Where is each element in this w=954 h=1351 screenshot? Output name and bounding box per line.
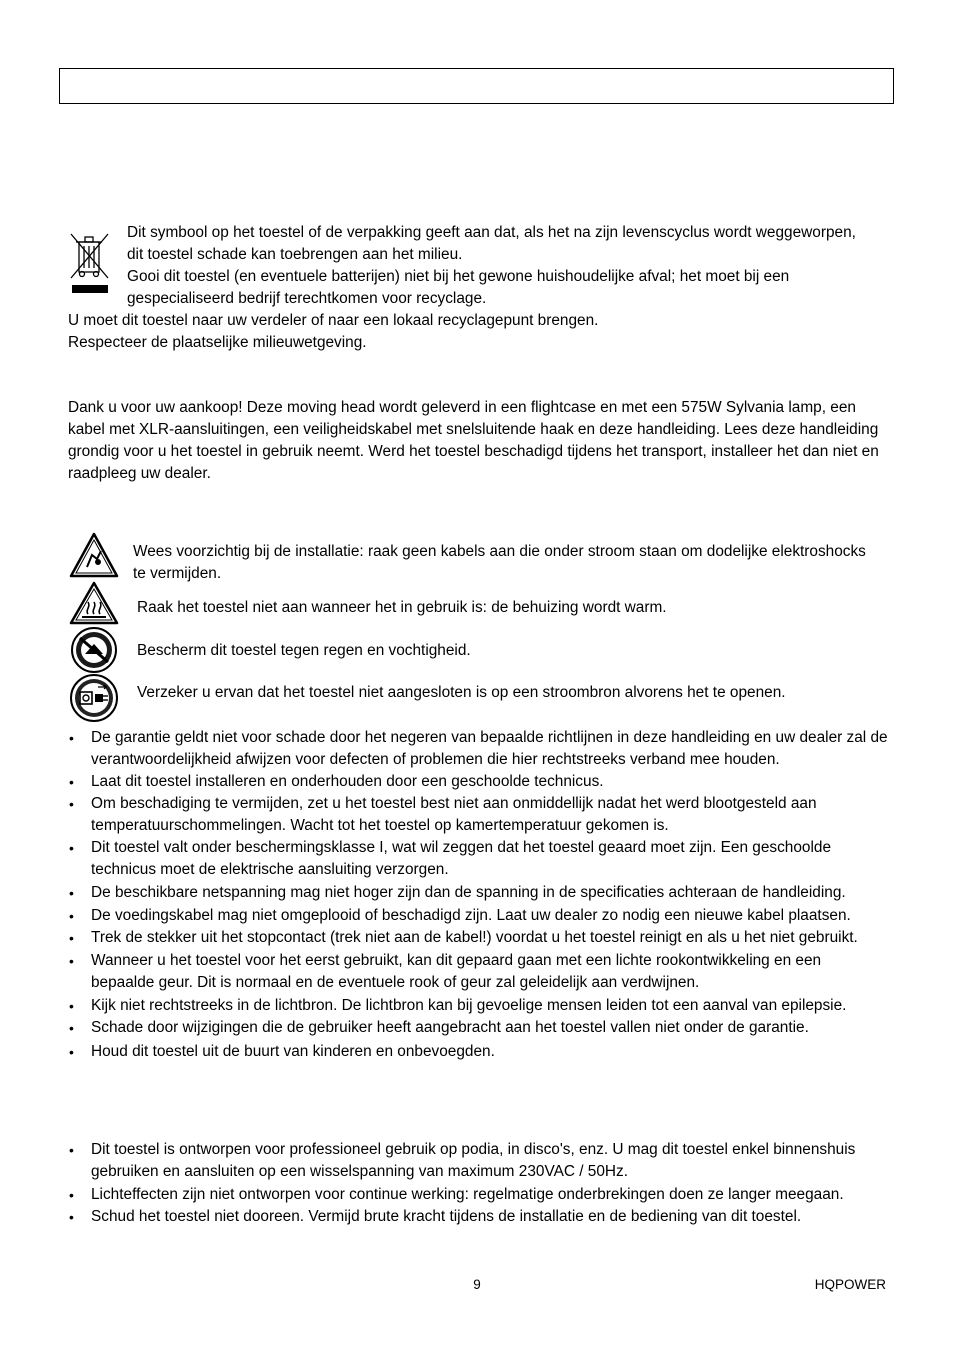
intro-paragraph: Dank u voor uw aankoop! Deze moving head wordt geleverd in een flightcase en met een 575W Sylvania lamp, een kabel met XLR-aansluitingen, een veiligheidskabel met snelsluitende haak en deze handleiding. Lees deze handleiding grondig voor u het toestel in gebruik neemt. Werd het toestel beschadigd tijdens het transport, installeer het dan niet en raadpleeg uw dealer. [68,399,879,482]
environment-line-6: Respecteer de plaatselijke milieuwetgeving. [68,334,367,351]
warning-unplug: Verzeker u ervan dat het toestel niet aangesloten is op een stroombron alvorens het te openen. [137,684,786,701]
list-item: • Schade door wijzigingen die de gebruiker heeft aangebracht aan het toestel vallen niet onder de garantie. [68,1017,888,1039]
environment-line-1: Dit symbool op het toestel of de verpakking geeft aan dat, als het na zijn levenscyclus wordt weggeworpen, [127,224,856,241]
hot-surface-warning-icon [68,580,120,626]
unplug-before-opening-icon [68,673,120,723]
list-item: • Wanneer u het toestel voor het eerst gebruikt, kan dit gepaard gaan met een lichte rookontwikkeling en een bepaalde geur. Dit is normaal en de eventuele rook of geur zal geleidelijk aan verdwijnen. [68,950,888,994]
list-item: • De beschikbare netspanning mag niet hoger zijn dan de spanning in de specificaties achteraan de handleiding. [68,882,888,904]
brand-name: HQPOWER [814,1277,886,1292]
list-item: • Laat dit toestel installeren en onderhouden door een geschoolde technicus. [68,771,888,793]
warning-moisture: Bescherm dit toestel tegen regen en vochtigheid. [137,642,471,659]
electric-shock-warning-icon [68,531,120,579]
warning-shock-line-2: te vermijden. [133,565,222,582]
warning-hot: Raak het toestel niet aan wanneer het in gebruik is: de behuizing wordt warm. [137,599,667,616]
list-item: • Om beschadiging te vermijden, zet u het toestel best niet aan onmiddellijk nadat het werd blootgesteld aan temperatuurschommelingen. Wacht tot het toestel op kamertemperatuur gekomen is. [68,793,888,837]
list-item: • Trek de stekker uit het stopcontact (trek niet aan de kabel!) voordat u het toestel reinigt en als u het niet gebruikt. [68,927,888,949]
list-item: • De voedingskabel mag niet omgeplooid of beschadigd zijn. Laat uw dealer zo nodig een nieuwe kabel plaatsen. [68,905,888,927]
list-item: • Dit toestel is ontworpen voor professioneel gebruik op podia, in disco's, enz. U mag dit toestel enkel binnenshuis gebruiken en aansluiten op een wisselspanning van maximum 230VAC / 50Hz. [68,1139,888,1183]
weee-bin-icon [68,230,112,296]
list-item: • Dit toestel valt onder beschermingsklasse I, wat wil zeggen dat het toestel geaard moet zijn. Een geschoolde technicus moet de elektrische aansluiting verzorgen. [68,837,888,881]
environment-line-5: U moet dit toestel naar uw verdeler of naar een lokaal recyclagepunt brengen. [68,312,599,329]
no-moisture-icon [68,626,120,674]
page-number: 9 [473,1277,481,1292]
list-item: • Houd dit toestel uit de buurt van kinderen en onbevoegden. [68,1041,888,1063]
list-item: • Lichteffecten zijn niet ontworpen voor continue werking: regelmatige onderbrekingen doen ze langer meegaan. [68,1184,888,1206]
guidelines-bullet-list [68,1139,888,1228]
environment-line-4: gespecialiseerd bedrijf terechtkomen voor recyclage. [127,290,487,307]
environment-line-3: Gooi dit toestel (en eventuele batterijen) niet bij het gewone huishoudelijke afval; het moet bij een [127,268,790,285]
list-item: • De garantie geldt niet voor schade door het negeren van bepaalde richtlijnen in deze handleiding en uw dealer zal de verantwoordelijkheid afwijzen voor defecten of problemen die hier rechtstreeks verband mee houden. [68,727,888,771]
safety-bullet-list [68,727,888,1063]
environment-line-2: dit toestel schade kan toebrengen aan het milieu. [127,246,463,263]
list-item: • Schud het toestel niet dooreen. Vermijd brute kracht tijdens de installatie en de bediening van dit toestel. [68,1206,888,1228]
list-item: • Kijk niet rechtstreeks in de lichtbron. De lichtbron kan bij gevoelige mensen leiden tot een aanval van epilepsie. [68,995,888,1017]
warning-shock-line-1: Wees voorzichtig bij de installatie: raak geen kabels aan die onder stroom staan om dodelijke elektroshocks [133,543,866,560]
section-title-box [59,68,894,104]
